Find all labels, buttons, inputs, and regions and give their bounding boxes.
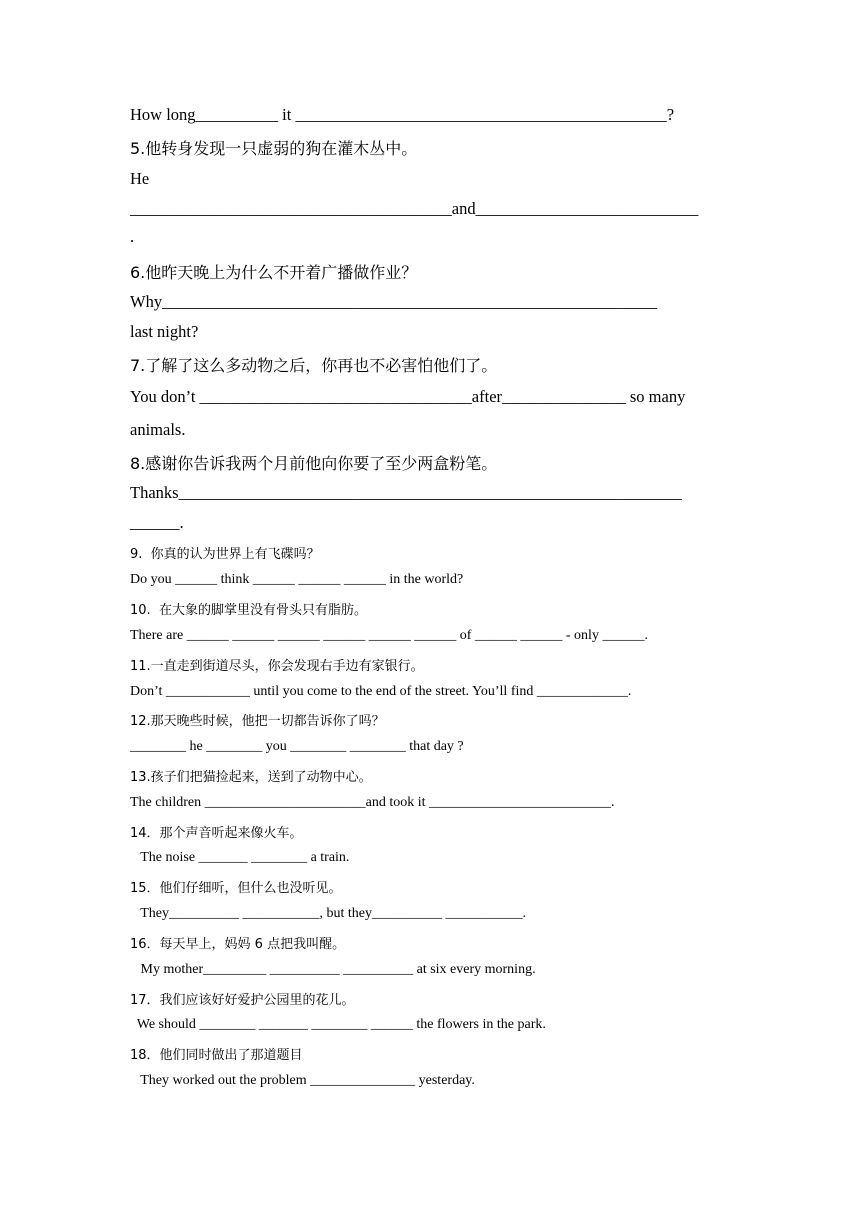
line-9-english: Do you ______ think ______ ______ ______ in the world? [130, 572, 464, 587]
question-8-chinese: 8.感谢你告诉我两个月前他向你要了至少两盒粉笔。 [130, 454, 498, 473]
line-17-english: We should ________ _______ ________ ______ the flowers in the park. [130, 1017, 546, 1032]
question-6-chinese: 6.他昨天晚上为什么不开着广播做作业？ [130, 263, 418, 282]
question-15-chinese: 15．他们仔细听，但什么也没听见。 [130, 881, 342, 896]
question-10-chinese: 10. 在大象的脚掌里没有骨头只有脂肪。 [130, 603, 367, 618]
line-11-english: Don’t ____________ until you come to the end of the street. You’ll find _____________. [130, 684, 632, 699]
question-16-chinese: 16．每天早上，妈妈 6 点把我叫醒。 [130, 937, 346, 952]
question-18-chinese: 18．他们同时做出了那道题目 [130, 1048, 303, 1063]
line-7-english-a: You don’t _________________________________after_______________ so many [130, 387, 686, 406]
line-13-english: The children _______________________and took it __________________________. [130, 795, 615, 810]
question-14-chinese: 14．那个声音听起来像火车。 [130, 826, 303, 841]
question-9-chinese: 9. 你真的认为世界上有飞碟吗？ [130, 547, 320, 562]
line-6-english-a: Why____________________________________________________________ [130, 292, 658, 311]
line-8-english-a: Thanks_____________________________________________________________ [130, 483, 682, 502]
line-6-english-b: last night? [130, 322, 199, 341]
line-7-english-b: animals. [130, 420, 186, 439]
question-7-chinese: 7.了解了这么多动物之后，你再也不必害怕他们了。 [130, 356, 498, 375]
line-16-english: My mother_________ __________ __________ at six every morning. [130, 962, 536, 977]
line-10-english: There are ______ ______ ______ ______ ______ ______ of ______ ______ - only ______. [130, 628, 648, 643]
line-8-english-b: ______. [130, 513, 184, 532]
question-5-chinese: 5.他转身发现一只虚弱的狗在灌木丛中。 [130, 139, 418, 158]
line-15-english: They__________ ___________, but they__________ ___________. [130, 906, 527, 921]
question-13-chinese: 13.孩子们把猫捡起来，送到了动物中心。 [130, 770, 372, 785]
line-5-english-c: . [130, 227, 135, 246]
line-12-english: ________ he ________ you ________ ________ that day ? [130, 739, 464, 754]
question-11-chinese: 11.一直走到街道尽头，你会发现右手边有家银行。 [130, 659, 424, 674]
line-4-english: How long__________ it _____________________________________________? [130, 105, 675, 124]
line-5-english-b: _______________________________________and___________________________ [130, 199, 699, 218]
line-18-english: They worked out the problem _______________ yesterday. [130, 1073, 475, 1088]
question-12-chinese: 12.那天晚些时候，他把一切都告诉你了吗？ [130, 714, 385, 729]
line-5-english-a: He [130, 169, 150, 188]
question-17-chinese: 17．我们应该好好爱护公园里的花儿。 [130, 993, 355, 1008]
line-14-english: The noise _______ ________ a train. [130, 850, 350, 865]
